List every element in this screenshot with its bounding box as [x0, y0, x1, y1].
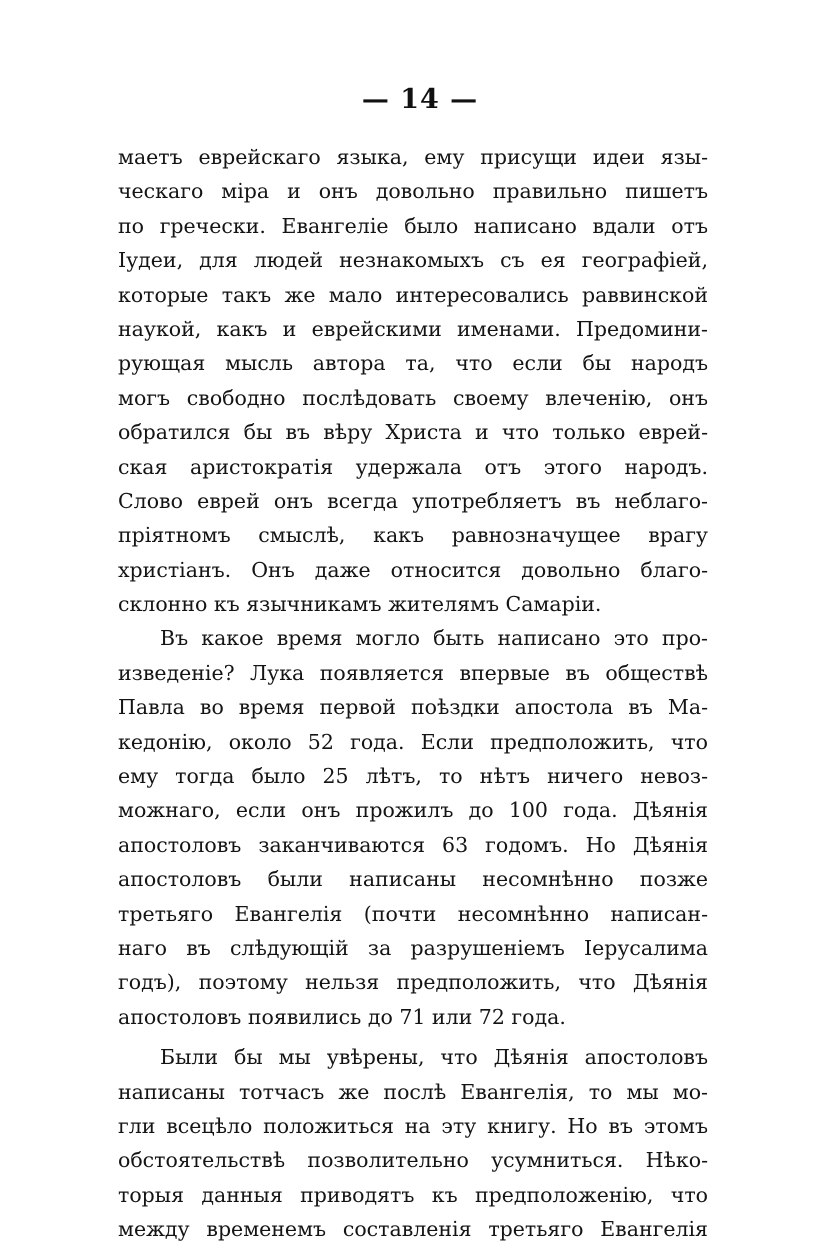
text-line: гли всецѣло положиться на эту книгу. Но въ этомъ — [118, 1113, 708, 1138]
text-line: написаны тотчасъ же послѣ Евангелія, то мы мо- — [118, 1079, 708, 1104]
text-line: склонно къ язычникамъ жителямъ Самаріи. — [118, 592, 602, 617]
text-line: Павла во время первой поѣздки апостола въ Ма- — [118, 695, 708, 720]
text-line: наго въ слѣдующій за разрушеніемъ Іерусалима — [118, 935, 708, 960]
text-line: изведеніе? Лука появляется впервые въ обществѣ — [118, 660, 708, 685]
text-line: которые такъ же мало интересовались раввинской — [118, 282, 708, 307]
text-line: третьяго Евангелія (почти несомнѣнно написан- — [118, 901, 708, 926]
text-line: Слово еврей онъ всегда употребляетъ въ неблаго- — [118, 488, 708, 513]
text-line: христіанъ. Онъ даже относится довольно благо- — [118, 557, 708, 582]
page-number: — 14 — — [361, 84, 479, 115]
text-line: наукой, какъ и еврейскими именами. Предомини- — [118, 316, 708, 341]
paragraph-1 — [118, 140, 708, 621]
text-line: по гречески. Евангеліе было написано вдали отъ — [118, 213, 708, 238]
text-line: маетъ еврейскаго языка, ему присущи идеи язы- — [118, 145, 708, 169]
text-line: Іудеи, для людей незнакомыхъ съ ея географіей, — [118, 248, 708, 273]
body-text — [118, 140, 708, 1247]
text-line: апостоловъ заканчиваются 63 годомъ. Но Дѣянія — [118, 832, 708, 857]
text-line: апостоловъ появились до 71 или 72 года. — [118, 1004, 566, 1029]
paragraph-3 — [118, 1040, 708, 1246]
text-line: рующая мысль автора та, что если бы народъ — [118, 351, 708, 376]
text-line: ему тогда было 25 лѣтъ, то нѣтъ ничего невоз- — [118, 764, 708, 789]
text-line: Были бы мы увѣрены, что Дѣянія апостоловъ — [160, 1045, 708, 1070]
text-line: годъ), поэтому нельзя предположить, что Дѣянія — [118, 970, 708, 995]
text-line: апостоловъ были написаны несомнѣнно позже — [118, 867, 708, 892]
paragraph-2 — [118, 621, 708, 1034]
text-line: можнаго, если онъ прожилъ до 100 года. Дѣянія — [118, 798, 708, 823]
text-line: между временемъ составленія третьяго Евангелія — [118, 1217, 708, 1242]
text-line: пріятномъ смыслѣ, какъ равнозначущее врагу — [118, 523, 708, 548]
text-line: кедонію, около 52 года. Если предположить, что — [118, 729, 708, 754]
text-line: Въ какое время могло быть написано это про- — [160, 626, 708, 651]
text-line: торыя данныя приводятъ къ предположенію, что — [118, 1182, 708, 1207]
text-line: могъ свободно послѣдовать своему влеченію, онъ — [118, 385, 708, 410]
text-line: обратился бы въ вѣру Христа и что только еврей- — [118, 420, 708, 445]
text-line: ская аристократія удержала отъ этого народъ. — [118, 454, 708, 479]
text-line: ческаго міра и онъ довольно правильно пишетъ — [118, 179, 708, 204]
text-line: обстоятельствѣ позволительно усумниться. Нѣко- — [118, 1148, 708, 1173]
